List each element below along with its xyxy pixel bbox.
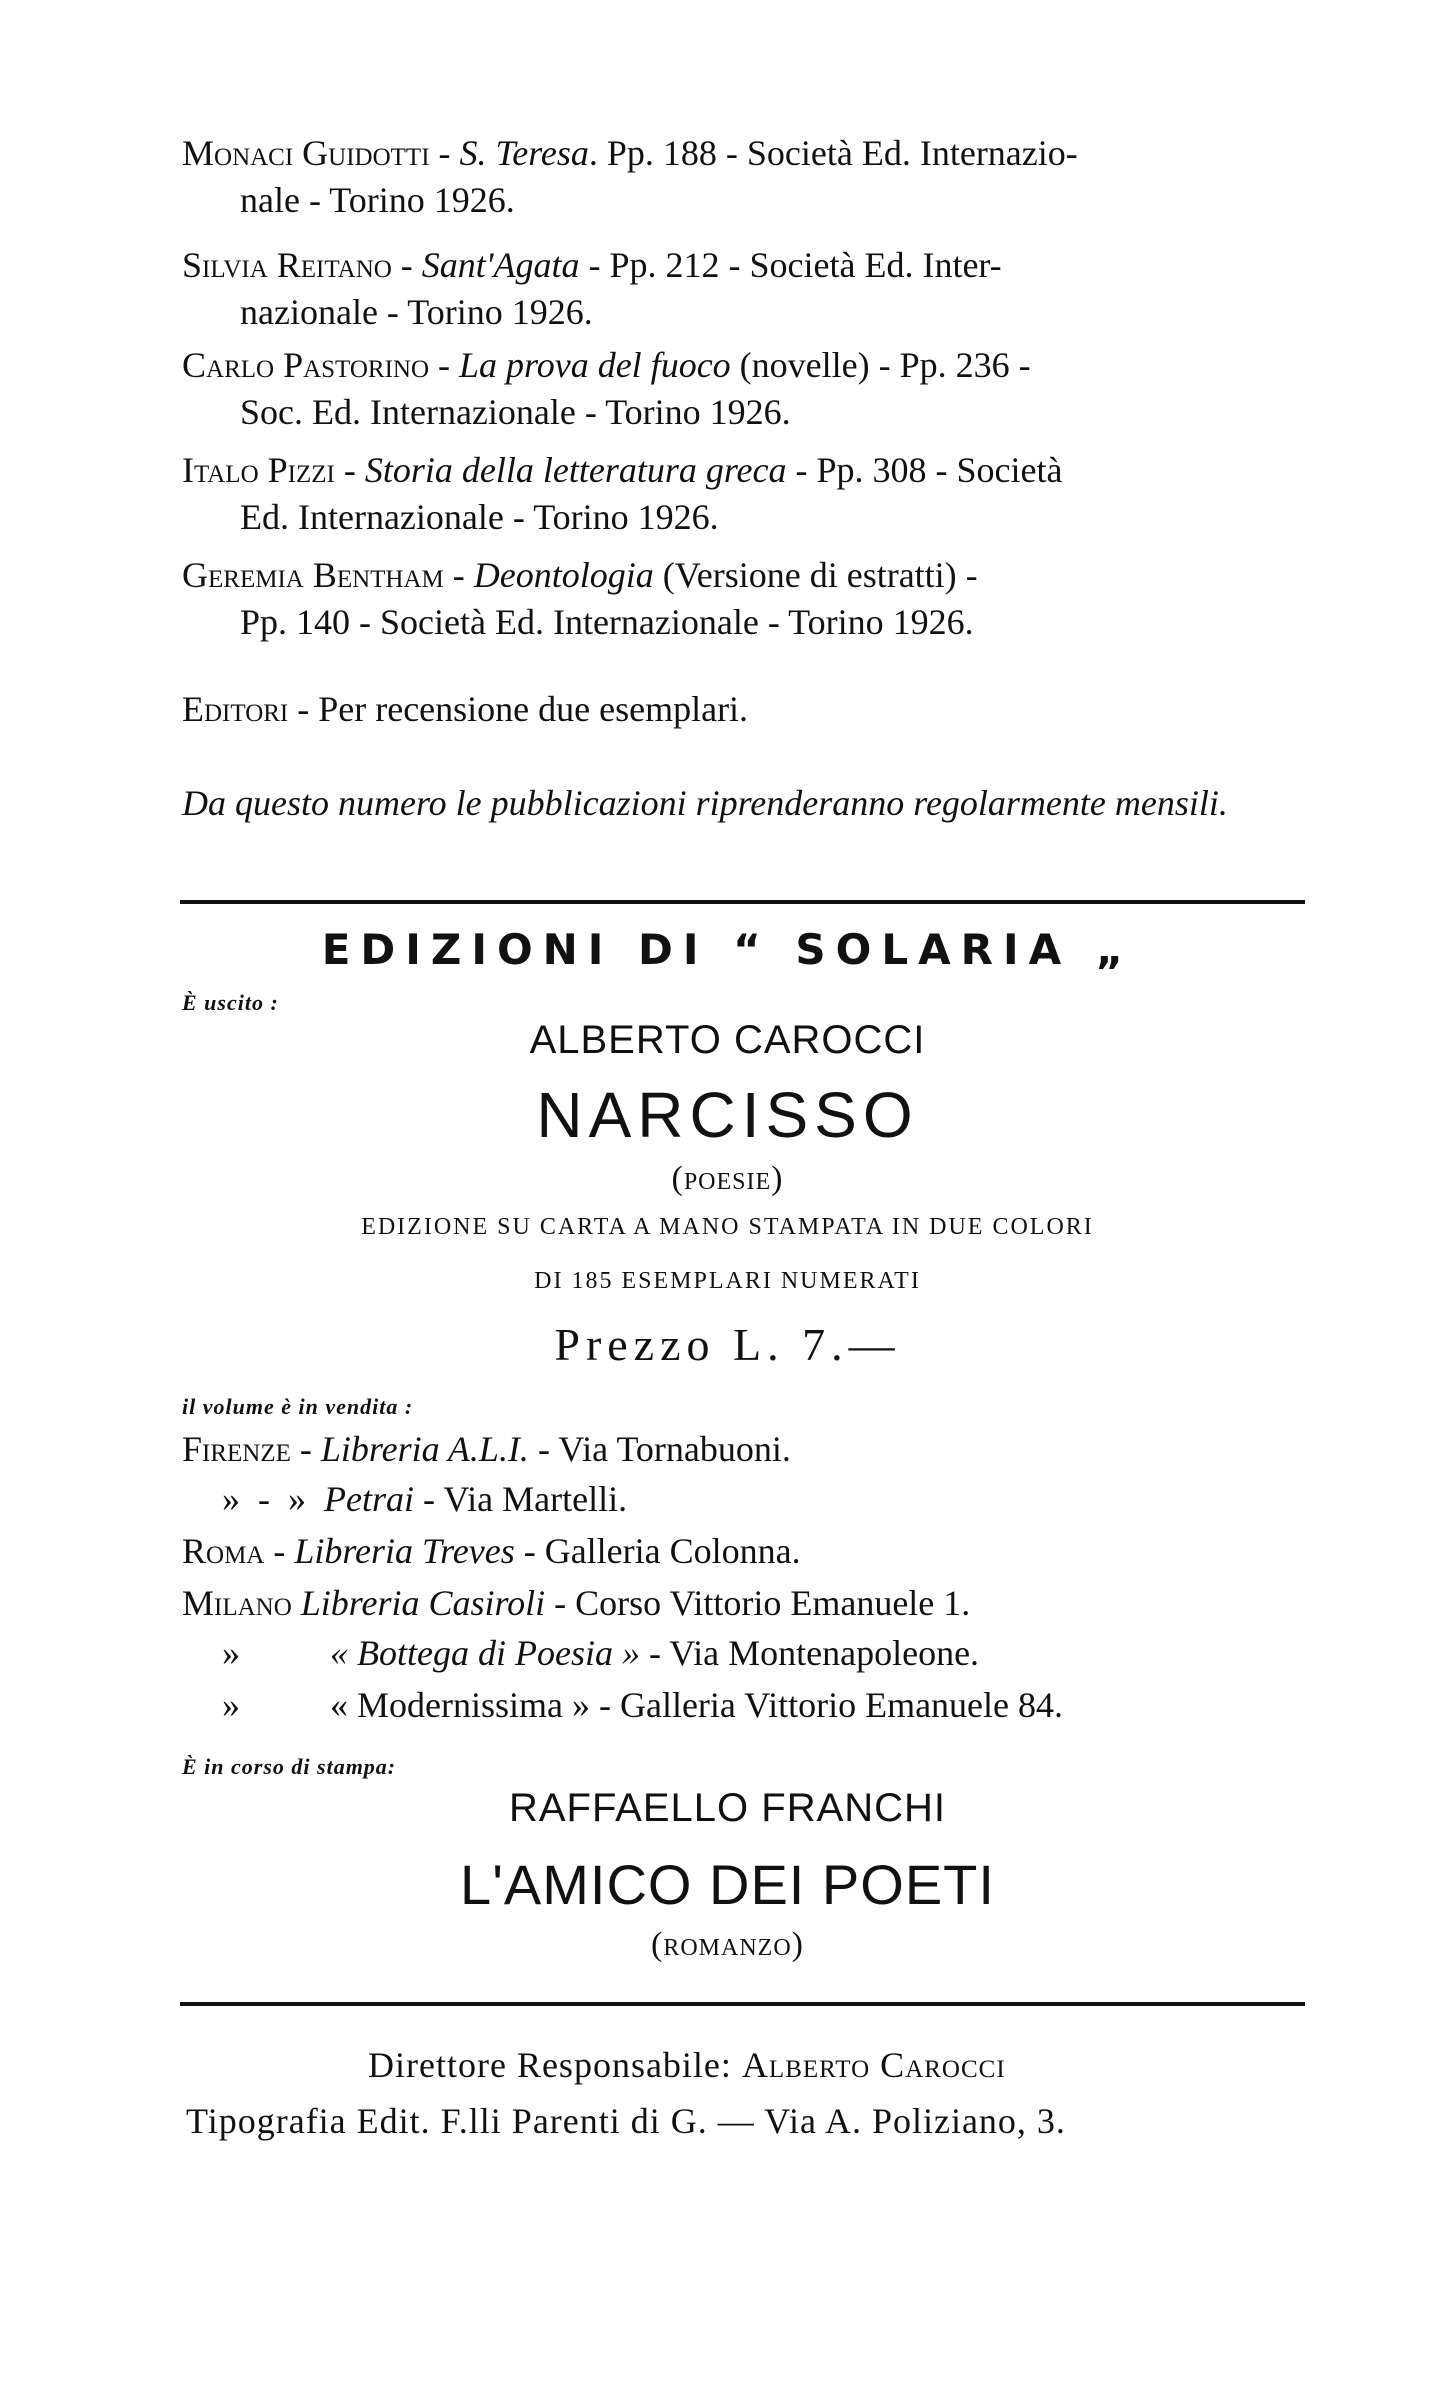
uscito-label: È uscito :: [182, 990, 279, 1015]
forthcoming-author: RAFFAELLO FRANCHI: [508, 1786, 947, 1830]
entry-details: (Versione di estratti) -: [653, 555, 978, 595]
store-sep: [240, 1685, 330, 1725]
forthcoming-genre: (romanzo): [651, 1926, 804, 1963]
footer-director: [368, 2044, 1006, 2086]
entry-title: Deontologia: [473, 555, 654, 595]
store-name: Libreria Casiroli: [300, 1583, 546, 1623]
bibliography-entry: Italo Pizzi - Storia della letteratura greca - Pp. 308 - Società Ed. Internazionale - Torino 1926.: [182, 447, 1302, 541]
bibliography-entry: Geremia Bentham - Deontologia (Versione di estratti) - Pp. 140 - Società Ed. Internazionale - Torino 1926.: [182, 552, 1302, 646]
entry-details-cont: nazionale - Torino 1926.: [240, 291, 593, 332]
bibliography-entry: Monaci Guidotti - S. Teresa. Pp. 188 - Società Ed. Internazio- nale - Torino 1926.: [182, 130, 1302, 224]
store-name: Libreria A.L.I.: [320, 1429, 529, 1469]
section-heading: EDIZIONI DI “ SOLARIA „: [321, 925, 1134, 974]
publication-note: Da questo numero le pubblicazioni riprenderanno regolarmente mensili.: [182, 783, 1228, 823]
store-sep: -: [264, 1531, 295, 1571]
book-author: ALBERTO CAROCCI: [529, 1018, 926, 1062]
entry-author: Monaci Guidotti: [182, 133, 430, 173]
entry-details: . Pp. 188 - Società Ed. Internazio-: [588, 133, 1078, 173]
director-name: Alberto Carocci: [741, 2045, 1006, 2085]
vendita-label: il volume è in vendita :: [182, 1394, 414, 1419]
entry-details: - Pp. 212 - Società Ed. Inter-: [579, 245, 1002, 285]
book-genre: (poesie): [671, 1160, 784, 1197]
store-name: « Bottega di Poesia »: [330, 1633, 640, 1673]
entry-details-cont: Pp. 140 - Società Ed. Internazionale - Torino 1926.: [240, 601, 974, 642]
store-line: [182, 1530, 801, 1572]
entry-details-cont: Ed. Internazionale - Torino 1926.: [240, 496, 719, 537]
entry-details-cont: Soc. Ed. Internazionale - Torino 1926.: [240, 391, 791, 432]
book-title: NARCISSO: [536, 1079, 919, 1151]
store-address: - Via Tornabuoni.: [528, 1429, 791, 1469]
store-sep: [240, 1633, 330, 1673]
store-name: Libreria Treves: [294, 1531, 515, 1571]
store-line: [222, 1684, 1063, 1726]
entry-author: Silvia Reitano: [182, 245, 392, 285]
bibliography-entry: Carlo Pastorino - La prova del fuoco (novelle) - Pp. 236 - Soc. Ed. Internazionale - Torino 1926.: [182, 342, 1302, 436]
edition-copies: DI 185 ESEMPLARI NUMERATI: [534, 1268, 921, 1294]
store-line: [222, 1632, 979, 1674]
store-sep: - »: [240, 1479, 324, 1519]
editori-text: - Per recensione due esemplari.: [288, 689, 749, 729]
entry-title: S. Teresa: [459, 133, 589, 173]
store-line: [182, 1428, 791, 1470]
entry-title: La prova del fuoco: [459, 345, 731, 385]
entry-details: (novelle) - Pp. 236 -: [730, 345, 1031, 385]
store-city: »: [222, 1633, 240, 1673]
store-city: »: [222, 1479, 240, 1519]
store-address: - Via Martelli.: [413, 1479, 628, 1519]
divider: [180, 900, 1305, 904]
store-address: - Galleria Colonna.: [514, 1531, 801, 1571]
store-city: Roma: [182, 1531, 265, 1571]
store-name: Petrai: [324, 1479, 414, 1519]
entry-author: Italo Pizzi: [182, 450, 335, 490]
entry-details: - Pp. 308 - Società: [786, 450, 1063, 490]
editori-line: [182, 688, 748, 730]
bibliography-entry: Silvia Reitano - Sant'Agata - Pp. 212 - Società Ed. Inter- nazionale - Torino 1926.: [182, 242, 1302, 336]
in-corso-label: È in corso di stampa:: [182, 1754, 397, 1779]
editori-label: Editori: [182, 689, 289, 729]
director-label: Direttore Responsabile:: [368, 2045, 742, 2085]
store-line: [182, 1582, 970, 1624]
store-city: Firenze: [182, 1429, 291, 1469]
entry-title: Sant'Agata: [421, 245, 580, 285]
entry-title: Storia della letteratura greca: [364, 450, 787, 490]
store-line: [222, 1478, 627, 1520]
entry-author: Geremia Bentham: [182, 555, 444, 595]
forthcoming-title: L'AMICO DEI POETI: [460, 1853, 995, 1916]
store-address: « Modernissima » - Galleria Vittorio Emanuele 84.: [330, 1685, 1064, 1725]
divider: [180, 2002, 1305, 2006]
edition-description: EDIZIONE SU CARTA A MANO STAMPATA IN DUE COLORI: [361, 1214, 1094, 1240]
footer-printer: Tipografia Edit. F.lli Parenti di G. — Via A. Poliziano, 3.: [186, 2101, 1066, 2141]
store-sep: [292, 1583, 301, 1623]
price: Prezzo L. 7.—: [554, 1319, 901, 1370]
store-city: »: [222, 1685, 240, 1725]
store-sep: -: [290, 1429, 321, 1469]
store-address: - Corso Vittorio Emanuele 1.: [545, 1583, 971, 1623]
store-address: - Via Montenapoleone.: [639, 1633, 980, 1673]
entry-author: Carlo Pastorino: [182, 345, 430, 385]
store-city: Milano: [182, 1583, 292, 1623]
entry-details-cont: nale - Torino 1926.: [240, 179, 515, 220]
